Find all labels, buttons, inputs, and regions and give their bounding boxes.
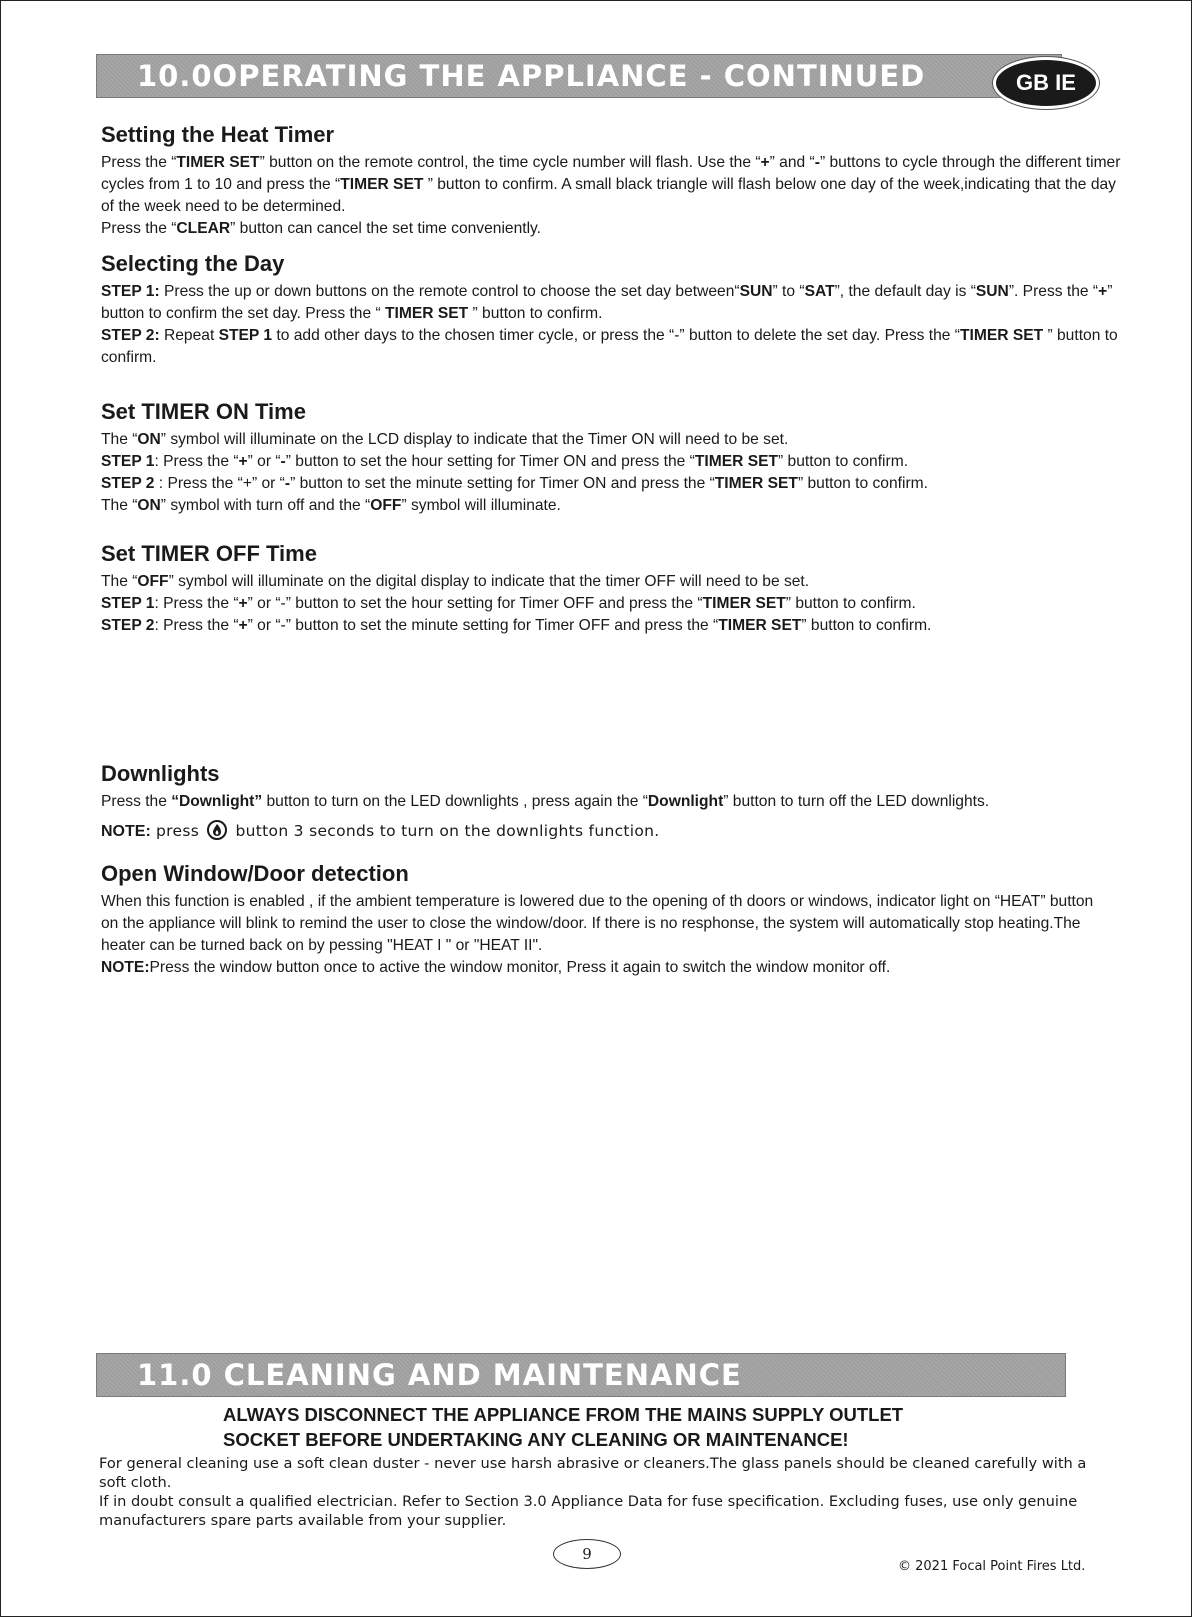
select-day-section	[101, 251, 1131, 369]
cleaning-paragraph-1: For general cleaning use a soft clean duster - never use harsh abrasive or cleaners.The glass panels should be cleaned carefully with a soft cloth.	[99, 1455, 1087, 1491]
timer-on-section	[101, 399, 1131, 517]
window-detection-heading: Open Window/Door detection	[101, 861, 409, 886]
timer-off-section	[101, 541, 1131, 637]
timer-on-step-1: STEP 1: Press the “+” or “-” button to set the hour setting for Timer ON and press the “TIMER SET” button to confirm.	[101, 453, 909, 470]
cleaning-section-title: 11.0 CLEANING AND MAINTENANCE	[137, 1358, 742, 1392]
timer-on-intro: The “ON” symbol will illuminate on the LCD display to indicate that the Timer ON will need to be set.	[101, 431, 789, 448]
disconnect-warning	[223, 1402, 1023, 1452]
select-day-heading: Selecting the Day	[101, 251, 285, 276]
downlights-section	[101, 761, 1161, 844]
warning-line-1: ALWAYS DISCONNECT THE APPLIANCE FROM THE MAINS SUPPLY OUTLET	[223, 1404, 904, 1425]
downlights-paragraph: Press the “Downlight” button to turn on the LED downlights , press again the “Downlight” button to turn off the LED downlights.	[101, 793, 990, 810]
cleaning-paragraph-2: If in doubt consult a qualified electrician. Refer to Section 3.0 Appliance Data for fuse specification. Excluding fuses, use only genuine manufacturers spare parts available from your supplier.	[99, 1493, 1078, 1529]
section-title: 10.0OPERATING THE APPLIANCE - CONTINUED	[137, 59, 926, 93]
window-detection-note: NOTE:Press the window button once to active the window monitor, Press it again to switch the window monitor off.	[101, 959, 891, 976]
downlights-note: NOTE: press button 3 seconds to turn on the downlights function.	[101, 822, 660, 840]
timer-off-step-1: STEP 1: Press the “+” or “-” button to set the hour setting for Timer OFF and press the “TIMER SET” button to confirm.	[101, 595, 916, 612]
flame-button-icon	[207, 820, 227, 840]
region-badge	[993, 57, 1099, 109]
section-banner-operating	[96, 54, 1062, 98]
timer-off-step-2: STEP 2: Press the “+” or “-” button to set the minute setting for Timer OFF and press the “TIMER SET” button to confirm.	[101, 617, 932, 634]
timer-on-heading: Set TIMER ON Time	[101, 399, 306, 424]
region-badge-label: GB IE	[1016, 70, 1076, 95]
timer-on-step-2: STEP 2 : Press the “+” or “-” button to set the minute setting for Timer ON and press the “TIMER SET” button to confirm.	[101, 475, 928, 492]
copyright: © 2021 Focal Point Fires Ltd.	[898, 1559, 1086, 1574]
timer-off-intro: The “OFF” symbol will illuminate on the digital display to indicate that the timer OFF will need to be set.	[101, 573, 810, 590]
timer-off-heading: Set TIMER OFF Time	[101, 541, 317, 566]
page-number: 9	[553, 1539, 621, 1569]
warning-line-2: SOCKET BEFORE UNDERTAKING ANY CLEANING OR MAINTENANCE!	[223, 1429, 849, 1450]
select-day-step-1: STEP 1: Press the up or down buttons on the remote control to choose the set day between“SUN” to “SAT”, the default day is “SUN”. Press the “+” button to confirm the set day. Press the “ TIMER SET ” button to confirm.	[101, 283, 1113, 322]
downlights-heading: Downlights	[101, 761, 220, 786]
window-detection-paragraph: When this function is enabled , if the ambient temperature is lowered due to the opening of th doors or windows, indicator light on “HEAT” button on the appliance will blink to remind the user to close the window/door. If there is no resphonse, the system will automatically stop heating.The heater can be turned back on by pessing "HEAT I " or "HEAT II".	[101, 893, 1094, 954]
heat-timer-heading: Setting the Heat Timer	[101, 122, 335, 147]
section-banner-cleaning	[96, 1353, 1066, 1397]
heat-timer-section	[101, 122, 1131, 240]
timer-on-result: The “ON” symbol with turn off and the “OFF” symbol will illuminate.	[101, 497, 561, 514]
heat-timer-paragraph: Press the “TIMER SET” button on the remote control, the time cycle number will flash. Use the “+” and “-” buttons to cycle through the different timer cycles from 1 to 10 and press the “TIMER SET ” button to confirm. A small black triangle will flash below one day of the week,indicating that the day of the week need to be determined.	[101, 154, 1121, 215]
heat-timer-clear-line: Press the “CLEAR” button can cancel the set time conveniently.	[101, 220, 542, 237]
window-detection-section	[101, 861, 1101, 979]
select-day-step-2: STEP 2: Repeat STEP 1 to add other days to the chosen timer cycle, or press the “-” button to delete the set day. Press the “TIMER SET ” button to confirm.	[101, 327, 1118, 366]
